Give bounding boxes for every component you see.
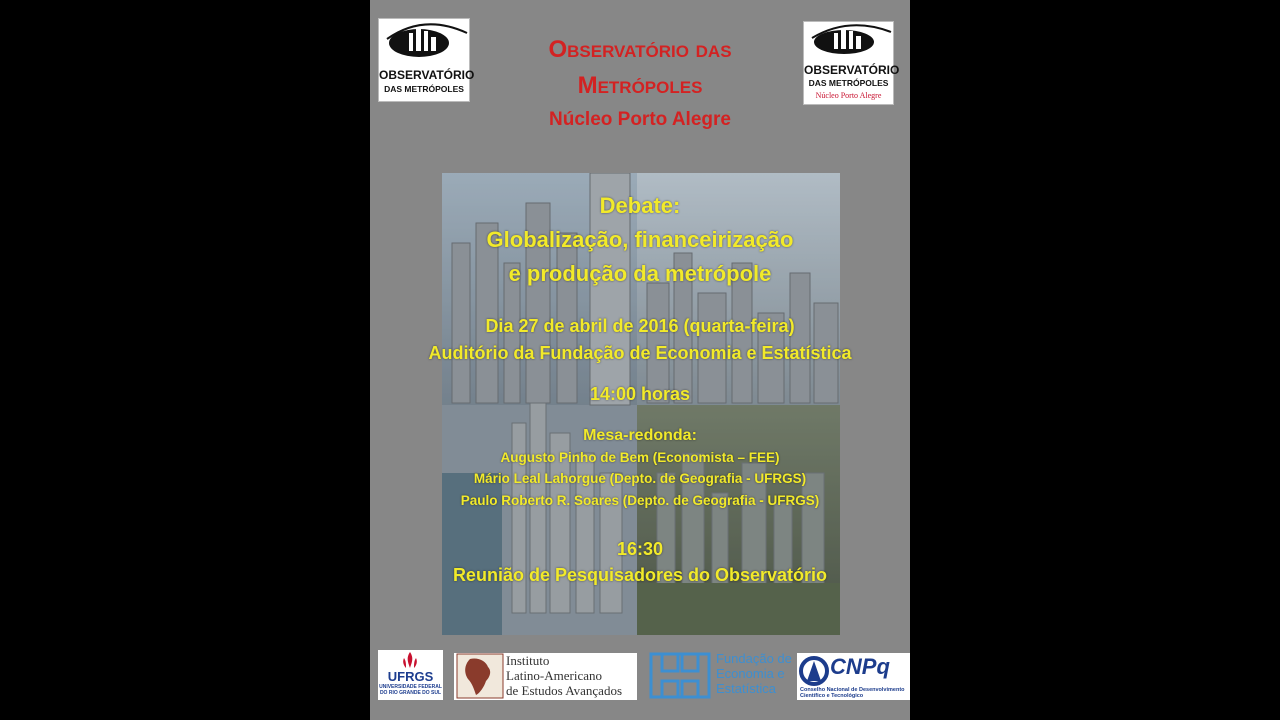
ufrgs-logo — [378, 650, 443, 700]
cnpq-logo — [797, 653, 910, 700]
meeting-label: Reunião de Pesquisadores do Observatório — [452, 565, 828, 585]
ufrgs-flame-icon — [378, 650, 443, 670]
city-skyline-logo-icon — [804, 22, 893, 62]
debate-topic-line2: e produção da metrópole — [508, 261, 772, 286]
panelist-1: Augusto Pinho de Bem (Economista – FEE) — [500, 450, 780, 465]
ufrgs-name: UFRGS — [387, 669, 434, 684]
fee-logo — [648, 651, 792, 700]
logo-right-line3: Núcleo Porto Alegre — [815, 91, 882, 100]
observatorio-logo-left — [378, 18, 475, 102]
event-poster — [370, 0, 910, 720]
cnpq-sub1: Conselho Nacional de Desenvolvimento — [800, 687, 905, 693]
logo-left-line2: DAS METRÓPOLES — [384, 84, 464, 94]
panelist-2: Mário Leal Lahorgue (Depto. de Geografia - UFRGS) — [473, 471, 807, 486]
latin-america-map-icon — [456, 653, 504, 699]
fee-line2: Economia e — [716, 666, 785, 681]
ufrgs-sub1: UNIVERSIDADE FEDERAL — [379, 684, 442, 690]
event-venue: Auditório da Fundação de Economia e Estatística — [428, 343, 852, 363]
debate-label: Debate: — [599, 193, 681, 218]
panelist-3: Paulo Roberto R. Soares (Depto. de Geografia - UFRGS) — [460, 493, 820, 508]
ilea-logo — [454, 653, 637, 700]
ilea-line2: Latino-Americano — [506, 668, 603, 683]
ufrgs-sub2: DO RIO GRANDE DO SUL — [379, 690, 442, 696]
observatorio-logo-right — [803, 21, 900, 105]
cnpq-emblem-icon — [799, 655, 829, 687]
fee-emblem-icon — [648, 651, 712, 700]
panel-label: Mesa-redonda: — [583, 427, 697, 444]
fee-line1: Fundação de — [716, 651, 792, 666]
ilea-line3: de Estudos Avançados — [506, 683, 623, 698]
fee-line3: Estatística — [716, 681, 776, 696]
logo-right-line1: OBSERVATÓRIO — [804, 63, 900, 77]
city-skyline-logo-icon — [379, 19, 469, 63]
event-date: Dia 27 de abril de 2016 (quarta-feira) — [485, 316, 795, 336]
event-time-2: 16:30 — [616, 539, 664, 559]
logo-left-line1: OBSERVATÓRIO — [379, 68, 475, 82]
org-title-line2: Metrópoles — [577, 72, 703, 99]
org-title-line1: Observatório das — [548, 36, 732, 63]
cnpq-name: CNPq — [830, 654, 890, 679]
debate-topic-line1: Globalização, financeirização — [486, 227, 794, 252]
event-time-1: 14:00 horas — [589, 384, 691, 404]
logo-right-line2: DAS METRÓPOLES — [808, 78, 889, 88]
cnpq-sub2: Científico e Tecnológico — [800, 693, 864, 699]
ilea-line1: Instituto — [506, 653, 550, 668]
org-subtitle: Núcleo Porto Alegre — [549, 109, 731, 130]
